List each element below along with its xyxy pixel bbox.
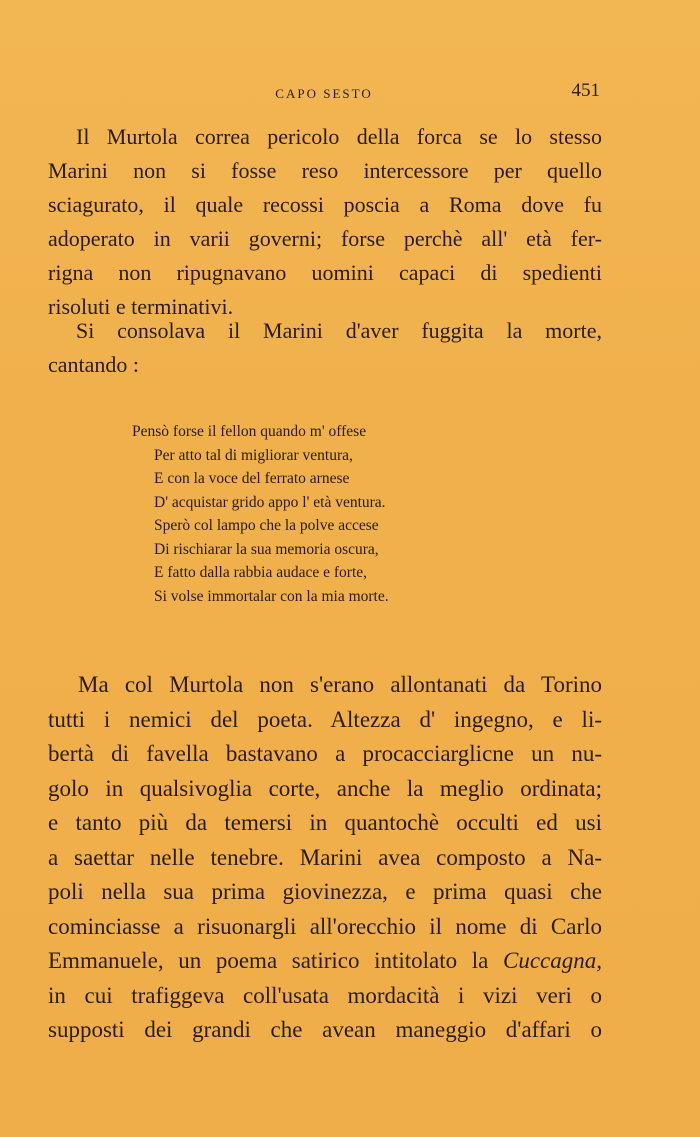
work-title: Cuccagna,: [502, 948, 602, 973]
poem-stanza: [132, 420, 492, 608]
running-title: CAPO SESTO: [275, 86, 373, 101]
text-line: tutti i nemici del poeta. Altezza d' ingegno, e li-: [48, 706, 602, 732]
text-line: poli nella sua prima giovinezza, e prima quasi che: [48, 879, 602, 904]
poem-verse: Sperò col lampo che la polve accese: [154, 517, 379, 534]
text-line: Il Murtola correa pericolo della forca se lo stesso: [76, 124, 602, 149]
text-line: supposti dei grandi che avean maneggio d'affari o: [48, 1017, 602, 1042]
poem-verse: Si volse immortalar con la mia morte.: [154, 587, 389, 605]
text-run: Emmanuele, un poema satirico intitolato la: [48, 948, 503, 973]
text-line: risoluti e terminativi.: [48, 294, 234, 319]
paragraph-3: [48, 668, 602, 1048]
text-line: bertà di favella bastavano a procacciarglicne un nu-: [48, 741, 602, 766]
running-head: [48, 80, 600, 104]
paragraph-1: [48, 120, 602, 324]
text-line: in cui trafiggeva coll'usata mordacità i vizi veri o: [48, 982, 602, 1008]
text-line: adoperato in varii governi; forse perchè all' età fer-: [48, 226, 602, 251]
poem-verse: D' acquistar grido appo l' età ventura.: [154, 493, 386, 511]
text-line: golo in qualsivoglia corte, anche la meglio ordinata;: [48, 775, 602, 801]
text-line: Marini non si fosse reso intercessore per quello: [48, 158, 602, 183]
paragraph-2: [48, 314, 602, 382]
poem-verse: Pensò forse il fellon quando m' offese: [132, 423, 367, 440]
text-line-with-title: [48, 944, 602, 979]
text-line: a saettar nelle tenebre. Marini avea composto a Na-: [48, 844, 602, 870]
text-line: Si consolava il Marini d'aver fuggita la morte,: [76, 318, 602, 343]
text-line: Ma col Murtola non s'erano allontanati da Torino: [78, 672, 602, 697]
poem-verse: Per atto tal di migliorar ventura,: [154, 446, 353, 464]
poem-verse: Di rischiarar la sua memoria oscura,: [154, 540, 379, 558]
text-line: e tanto più da temersi in quantochè occulti ed usi: [48, 810, 602, 835]
poem-verse: E fatto dalla rabbia audace e forte,: [154, 564, 368, 581]
text-line: rigna non ripugnavano uomini capaci di spedienti: [48, 260, 602, 285]
text-line: sciagurato, il quale recossi poscia a Roma dove fu: [48, 192, 602, 217]
text-line: cominciasse a risuonargli all'orecchio il nome di Carlo: [48, 913, 602, 939]
page-number: 451: [571, 80, 600, 101]
poem-verse: E con la voce del ferrato arnese: [154, 470, 350, 487]
text-line: cantando :: [48, 352, 140, 377]
